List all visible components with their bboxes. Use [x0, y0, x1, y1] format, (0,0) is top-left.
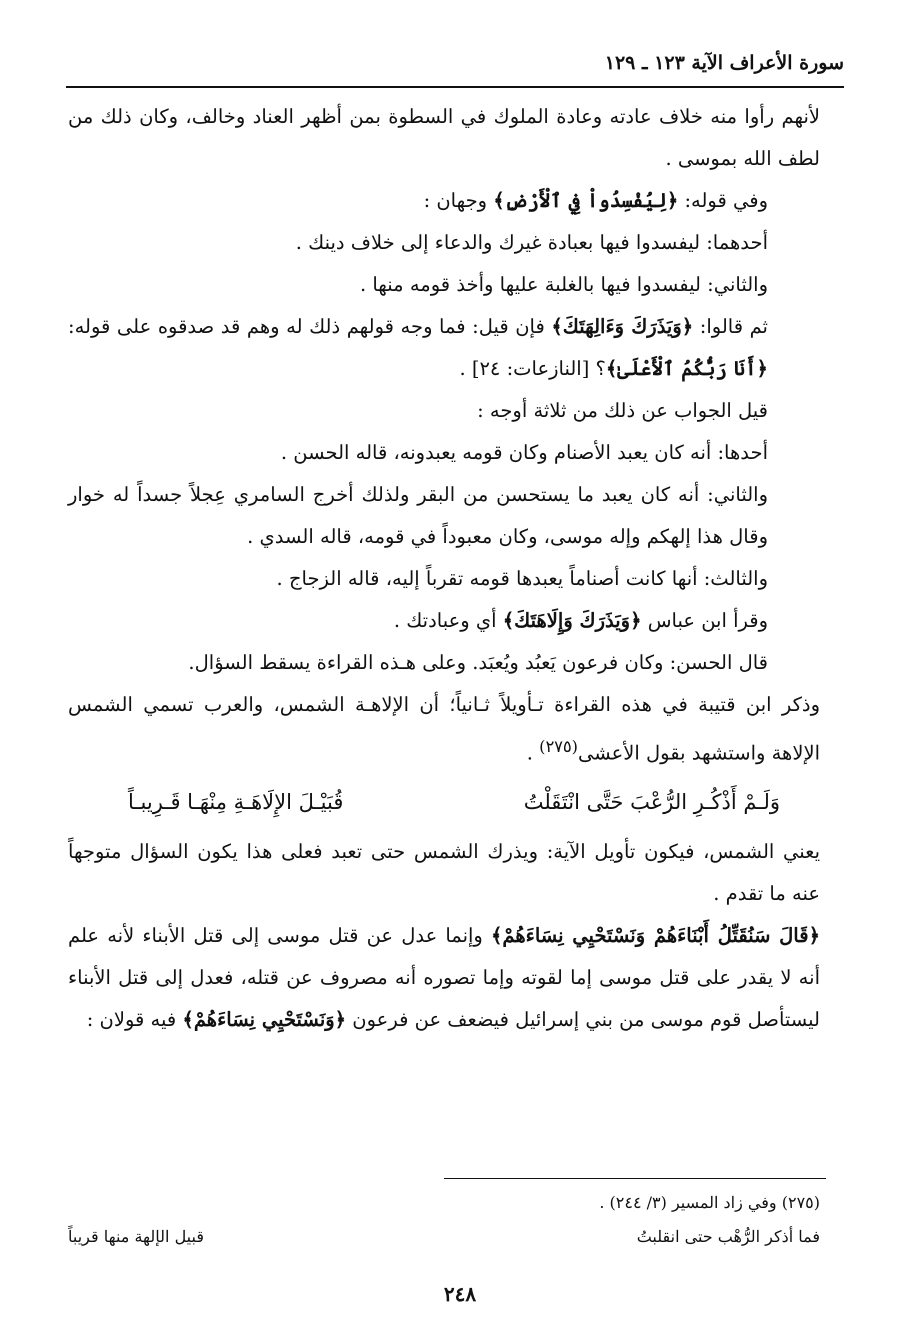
paragraph: قيل الجواب عن ذلك من ثلاثة أوجه : [477, 399, 768, 422]
text: وقرأ ابن عباس [641, 609, 768, 632]
quran-quote: ﴿لِيُفْسِدُواْ فِي ٱلْأَرْضِ﴾ [493, 189, 679, 212]
quran-quote: ﴿وَنَسْتَحْيِي نِسَاءَهُمْ﴾ [182, 1007, 347, 1031]
quran-quote: ﴿وَيَذَرَكَ وَءَالِهَتَكَ﴾ [551, 315, 694, 338]
paragraph: قال الحسن: وكان فرعون يَعبُد ويُعبَد. وعلى هـذه القراءة يسقط السؤال. [188, 651, 768, 674]
text: . [526, 741, 540, 765]
text: فإن قيل: فما وجه قولهم ذلك له وهم قد صدقوه على قوله: [68, 315, 552, 338]
paragraph [68, 306, 820, 390]
paragraph: أحدهما: ليفسدوا فيها بعبادة غيرك والدعاء إلى خلاف دينك . [295, 231, 768, 254]
verse-first-hemistich: فما أذكر الرُّهْب حتى انقلبتُ [636, 1227, 820, 1246]
paragraph: والثاني: أنه كان يعبد ما يستحسن من البقر ولذلك أخرج السامري عِجلاً جسداً له خوار وقال هذا إلهكم وإله موسى، وكان معبوداً في قومه، قاله السدي . [68, 483, 768, 548]
paragraph [68, 180, 820, 222]
header-rule [66, 86, 844, 88]
text: وفي قوله: [678, 189, 768, 212]
text: ؟ [النازعات: ٢٤] . [459, 357, 606, 380]
paragraph [68, 600, 820, 642]
text: وذكر ابن قتيبة في هذه القراءة تـأويلاً ثـانياً؛ أن الإلاهـة الشمس، والعرب تسمي الشمس الإلاهة واستشهد بقول الأعشى [68, 693, 820, 765]
verse-second-hemistich: قُبَيْـلَ الإِلَاهَـةِ مِنْهَـا قَـرِيبـاً [128, 789, 344, 814]
footnote-verse [68, 1220, 820, 1254]
paragraph: لأنهم رأوا منه خلاف عادته وعادة الملوك في السطوة بمن أظهر العناد وخالف، وكان ذلك من لطف الله بموسى . [68, 105, 820, 170]
page-body [68, 96, 820, 1041]
paragraph [68, 915, 820, 1041]
paragraph [68, 684, 820, 775]
paragraph: والثالث: أنها كانت أصناماً يعبدها قومه تقرباً إليه، قاله الزجاج . [276, 567, 768, 590]
footnote-rule [444, 1178, 826, 1179]
quran-quote: ﴿وَيَذَرَكَ وَإِلَاهَتَكَ﴾ [502, 609, 642, 632]
running-header: سورة الأعراف الآية ١٢٣ ـ ١٢٩ [604, 52, 844, 74]
quran-quote: ﴿قَالَ سَنُقَتِّلُ أَبْنَاءَهُمْ وَنَسْتَحْيِي نِسَاءَهُمْ﴾ [490, 923, 821, 947]
quran-quote: ﴿أَنَا رَبُّكُمُ ٱلْأَعْلَىٰ﴾ [605, 357, 768, 380]
text: أي وعبادتك . [393, 609, 503, 632]
poem-verse [68, 781, 820, 823]
text: وجهان : [423, 189, 494, 212]
text: ثم قالوا: [693, 315, 768, 338]
footnote-line: (٢٧٥) وفي زاد المسير (٣/ ٢٤٤) . [599, 1193, 820, 1212]
footnote [68, 1186, 820, 1254]
verse-first-hemistich: وَلَـمْ أَذْكُـرِ الرُّعْبَ حَتَّى انْتَقَلْتُ [523, 789, 780, 814]
footnote-ref: (٢٧٥) [539, 737, 578, 756]
text: فيه قولان : [86, 1007, 183, 1031]
paragraph: يعني الشمس، فيكون تأويل الآية: ويذرك الشمس حتى تعبد فعلى هذا يكون السؤال متوجهاً عنه ما تقدم . [68, 839, 820, 905]
paragraph: أحدها: أنه كان يعبد الأصنام وكان قومه يعبدونه، قاله الحسن . [280, 441, 768, 464]
paragraph: والثاني: ليفسدوا فيها بالغلبة عليها وأخذ قومه منها . [359, 273, 768, 296]
page-number: ٢٤٨ [443, 1282, 477, 1306]
verse-second-hemistich: قبيل الإلهة منها قريباً [68, 1227, 204, 1246]
text: وإنما عدل عن قتل موسى إلى قتل الأبناء لأنه علم أنه لا يقدر على قتل موسى إما لقوته وإما تصوره أنه مصروف عن قتله، فعدل إلى قتل الأبناء ليستأصل قوم موسى من بني إسرائيل فيضعف عن فرعون [68, 923, 820, 1031]
